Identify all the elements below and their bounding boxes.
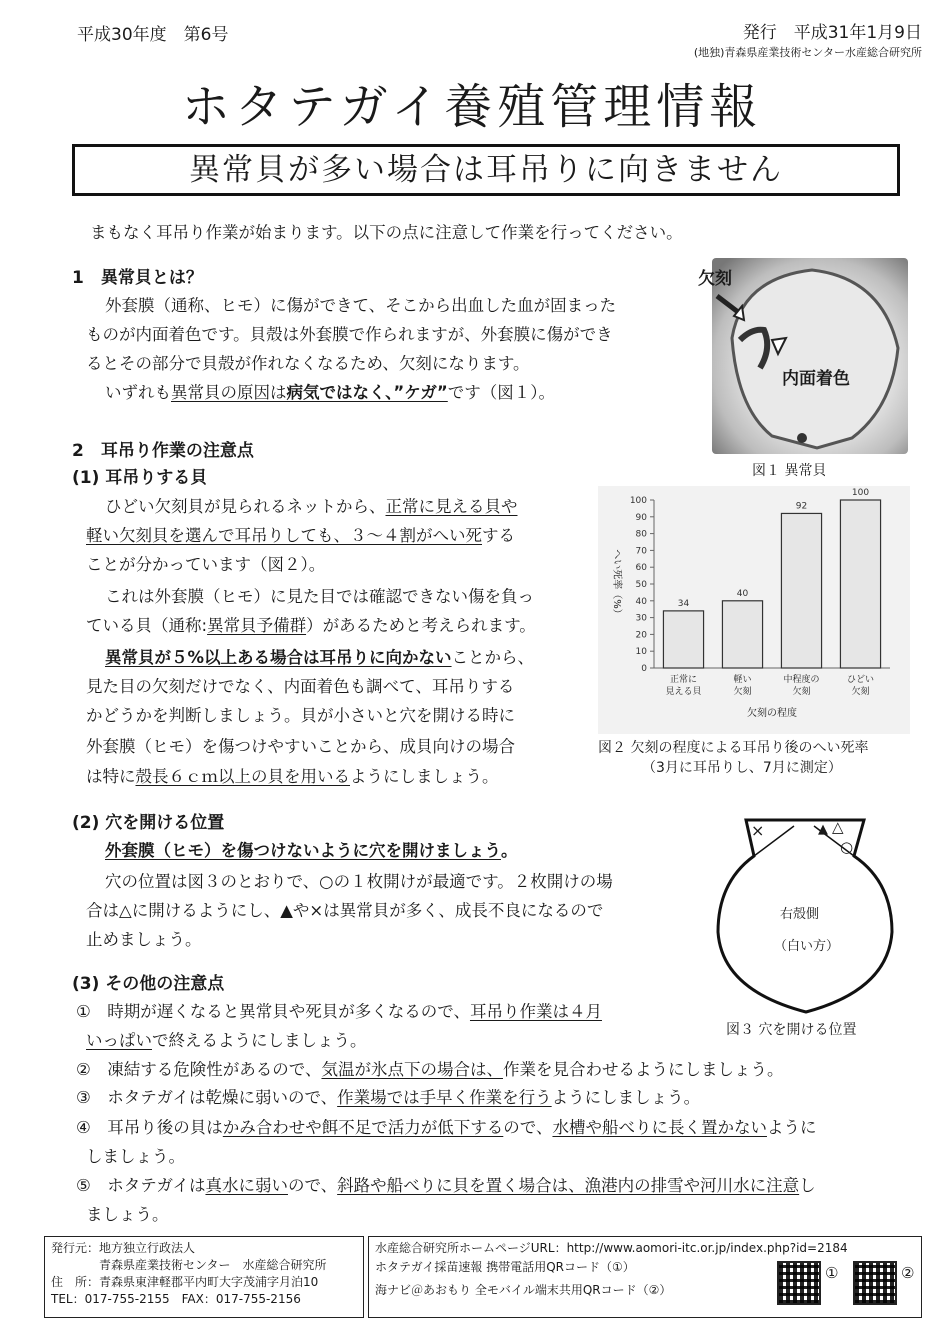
footer-line: 住 所：青森県東津軽郡平内町大字茂浦字月泊10: [51, 1275, 319, 1289]
note-item-3: [76, 1083, 700, 1112]
y-tick-label: 0: [641, 664, 647, 674]
x-tick-label: 見える貝: [665, 687, 702, 697]
links-box: [368, 1236, 922, 1318]
note-item-4-cont: しましょう。: [86, 1147, 185, 1166]
text-span: で終えるようにしましょう。: [152, 1031, 367, 1050]
sec2-line: 穴の位置は図３のとおりで、○の１枚開けが最適です。２枚開けの場: [105, 872, 613, 891]
footer-line: 発行元：地方独立行政法人: [51, 1241, 196, 1255]
sec2-line: [105, 836, 518, 865]
sec2-line: ことが分かっています（図２）。: [86, 555, 326, 574]
y-tick-label: 70: [635, 546, 647, 557]
sec2-line: これは外套膜（ヒモ）に見た目では確認できない傷を負っ: [105, 587, 534, 606]
underlined-text: 作業場では手早く作業を行う: [337, 1088, 552, 1107]
text-span: ので、: [287, 1176, 338, 1195]
text-span: ① 時期が遅くなると異常貝や死貝が多くなるので、: [76, 1002, 470, 1021]
sec2-line: 止めましょう。: [86, 930, 202, 949]
sec1-line: ものが内面着色です。貝殻は外套膜で作られますが、外套膜に傷ができ: [86, 325, 613, 344]
y-tick-label: 30: [635, 613, 647, 624]
x-tick-label: 中程度の: [783, 675, 820, 685]
x-axis-title: 欠刻の程度: [747, 708, 797, 719]
note-item-5: [76, 1171, 816, 1200]
text-span: 。: [501, 841, 518, 860]
bar: [781, 513, 821, 668]
note-item-1: [76, 997, 602, 1026]
y-tick-label: 90: [635, 512, 647, 523]
text-span: ② 凍結する危険性があるので、: [76, 1060, 322, 1079]
emphasis-text: 外套膜（ヒモ）を傷つけないように穴を開けましょう: [105, 841, 501, 860]
sec1-line: [105, 378, 555, 407]
text-span: です（図１）。: [447, 383, 556, 402]
text-span: ⑤ ホタテガイは: [76, 1176, 206, 1195]
sec2-line: [86, 521, 515, 550]
text-span: ④ 耳吊り後の貝は: [76, 1118, 223, 1137]
underlined-text: 水槽や船べりに長く置かない: [552, 1118, 767, 1137]
figure2-subcaption: （3月に耳吊りし、7月に測定）: [642, 760, 842, 776]
abnormal-scallop-photo: [698, 258, 908, 454]
sec2-line: 外套膜（ヒモ）を傷つけやすいことから、成貝向けの場合: [86, 737, 515, 756]
x-tick-label: 欠刻: [792, 687, 811, 697]
underlined-text: 真水に弱い: [205, 1176, 288, 1195]
subsection1-heading: (1) 耳吊りする貝: [72, 468, 208, 488]
qr-code-2[interactable]: [853, 1261, 897, 1305]
text-span: ので、: [503, 1118, 553, 1137]
sec1-line: 外套膜（通称、ヒモ）に傷ができて、そこから出血した血が固まった: [105, 296, 617, 315]
intro-text: まもなく耳吊り作業が始まります。以下の点に注意して作業を行ってください。: [90, 223, 683, 242]
text-span: ③ ホタテガイは乾燥に弱いので、: [76, 1088, 338, 1107]
x-mark: ×: [751, 821, 765, 840]
y-tick-label: 50: [635, 580, 647, 590]
notch-label: 欠刻: [698, 269, 732, 289]
mortality-bar-chart: [598, 486, 910, 734]
publication-date: 発行 平成31年1月9日: [742, 23, 922, 43]
text-span: ている貝（通称:: [86, 616, 208, 635]
scallop-drawing: [712, 258, 908, 454]
circle-mark: ○: [840, 838, 854, 856]
page-title: ホタテガイ養殖管理情報: [181, 79, 763, 135]
underlined-text: 異常貝予備群: [207, 616, 307, 635]
publisher: (地独)青森県産業技術センター水産総合研究所: [693, 46, 922, 59]
homepage-url[interactable]: 水産総合研究所ホームページURL：http://www.aomori-itc.or.jp/index.php?id=2184: [375, 1241, 848, 1255]
x-tick-label: 欠刻: [733, 687, 752, 697]
subsection2-heading: (2) 穴を開ける位置: [72, 813, 225, 833]
note-item-4: [76, 1113, 816, 1142]
underlined-text: 異常貝の原因は: [171, 383, 287, 402]
text-span: いずれも: [105, 383, 171, 402]
sec2-line: [105, 643, 534, 672]
underlined-text: 耳吊り作業は４月: [469, 1002, 602, 1021]
x-tick-label: ひどい: [846, 675, 875, 685]
underlined-text: 斜路や船べりに貝を置く場合は、漁港内の排雪や河川水に注意: [337, 1176, 800, 1195]
emphasis-text: 異常貝が５%以上ある場合は耳吊りに向かない: [105, 648, 452, 667]
bar: [663, 611, 703, 668]
text-span: し: [799, 1176, 816, 1195]
emphasis-text: 病気ではなく、”ケガ”: [286, 383, 448, 402]
x-tick-label: 正常に: [669, 675, 698, 685]
figure1-caption: 図１ 異常貝: [752, 463, 827, 479]
note-item-1-cont: [86, 1026, 367, 1055]
y-tick-label: 40: [635, 596, 647, 607]
sec1-line: るとその部分で貝殻が作れなくなるため、欠刻になります。: [86, 354, 530, 373]
sec2-line: [86, 762, 499, 791]
bar-value-label: 34: [677, 598, 690, 609]
footer-line: TEL：017-755-2155 FAX：017-755-2156: [51, 1292, 301, 1306]
text-span: ようにしましょう。: [551, 1088, 701, 1107]
bar-value-label: 100: [851, 488, 870, 498]
qr-code-1[interactable]: [777, 1261, 821, 1305]
underlined-text: 正常に見える貝や: [385, 497, 518, 516]
y-tick-label: 80: [635, 529, 647, 540]
filled-triangle-mark: ▲: [818, 822, 828, 837]
qr1-description: ホタテガイ採苗速報 携帯電話用QRコード（①）: [375, 1260, 635, 1274]
qr2-description: 海ナビ＠あおもり 全モバイル端末共用QRコード（②）: [375, 1283, 672, 1297]
sec2-line: [105, 492, 518, 521]
note-item-5-cont: ましょう。: [86, 1205, 169, 1224]
underlined-text: 軽い欠刻貝を選んで耳吊りしても、３～４割がへい死: [86, 526, 482, 545]
figure3-caption: 図３ 穴を開ける位置: [726, 1022, 857, 1038]
underlined-text: いっぱい: [86, 1031, 152, 1050]
footer: [44, 1236, 922, 1318]
bar-value-label: 40: [736, 588, 749, 599]
text-span: ようにしましょう。: [350, 767, 499, 786]
qr1-marker: ①: [825, 1264, 839, 1282]
white-side-label: （白い方）: [774, 939, 840, 954]
text-span: 作業を見合わせるようにしましょう。: [502, 1060, 784, 1079]
section2-heading: 2 耳吊り作業の注意点: [72, 441, 254, 461]
text-span: ）があるためと考えられます。: [306, 616, 536, 635]
sec2-line: [86, 611, 536, 640]
text-span: する: [482, 526, 515, 545]
qr2-marker: ②: [901, 1264, 915, 1282]
triangle-mark: △: [832, 818, 844, 836]
x-tick-label: 欠刻: [851, 687, 870, 697]
footer-line: 青森県産業技術センター 水産総合研究所: [51, 1258, 327, 1272]
y-tick-label: 20: [635, 630, 647, 641]
publisher-info-box: [44, 1236, 364, 1318]
text-span: ひどい欠刻貝が見られるネットから、: [105, 497, 386, 516]
y-tick-label: 60: [635, 563, 647, 574]
inner-stain-label: 内面着色: [782, 369, 850, 389]
bar: [722, 601, 762, 668]
sec2-line: かどうかを判断しましょう。貝が小さいと穴を開ける時に: [86, 706, 515, 725]
sec2-line: 見た目の欠刻だけでなく、内面着色も調べて、耳吊りする: [86, 677, 515, 696]
underlined-text: 殻長６ｃｍ以上の貝を用いる: [135, 767, 350, 786]
y-axis-title: へい死率（%）: [611, 549, 622, 619]
text-span: は特に: [86, 767, 136, 786]
issue-number: 平成30年度 第6号: [77, 25, 229, 45]
figure2-caption: 図２ 欠刻の程度による耳吊り後のへい死率: [598, 740, 869, 756]
headline-box: 異常貝が多い場合は耳吊りに向きません: [72, 144, 900, 196]
bar-value-label: 92: [795, 501, 808, 512]
right-valve-label: 右殻側: [780, 907, 820, 922]
y-tick-label: 10: [635, 647, 647, 658]
x-tick-label: 軽い: [733, 675, 752, 685]
text-span: ように: [766, 1118, 817, 1137]
section1-heading: 1 異常貝とは？: [72, 268, 203, 288]
note-item-2: [76, 1055, 783, 1084]
underlined-text: かみ合わせや餌不足で活力が低下する: [222, 1118, 504, 1137]
text-span: ことから、: [451, 648, 535, 667]
y-tick-label: 100: [629, 496, 647, 506]
underlined-text: 気温が氷点下の場合は、: [321, 1060, 503, 1079]
bar: [840, 500, 880, 668]
sec2-line: 合は△に開けるようにし、▲や×は異常貝が多く、成長不良になるので: [86, 901, 604, 920]
subsection3-heading: (3) その他の注意点: [72, 974, 225, 994]
